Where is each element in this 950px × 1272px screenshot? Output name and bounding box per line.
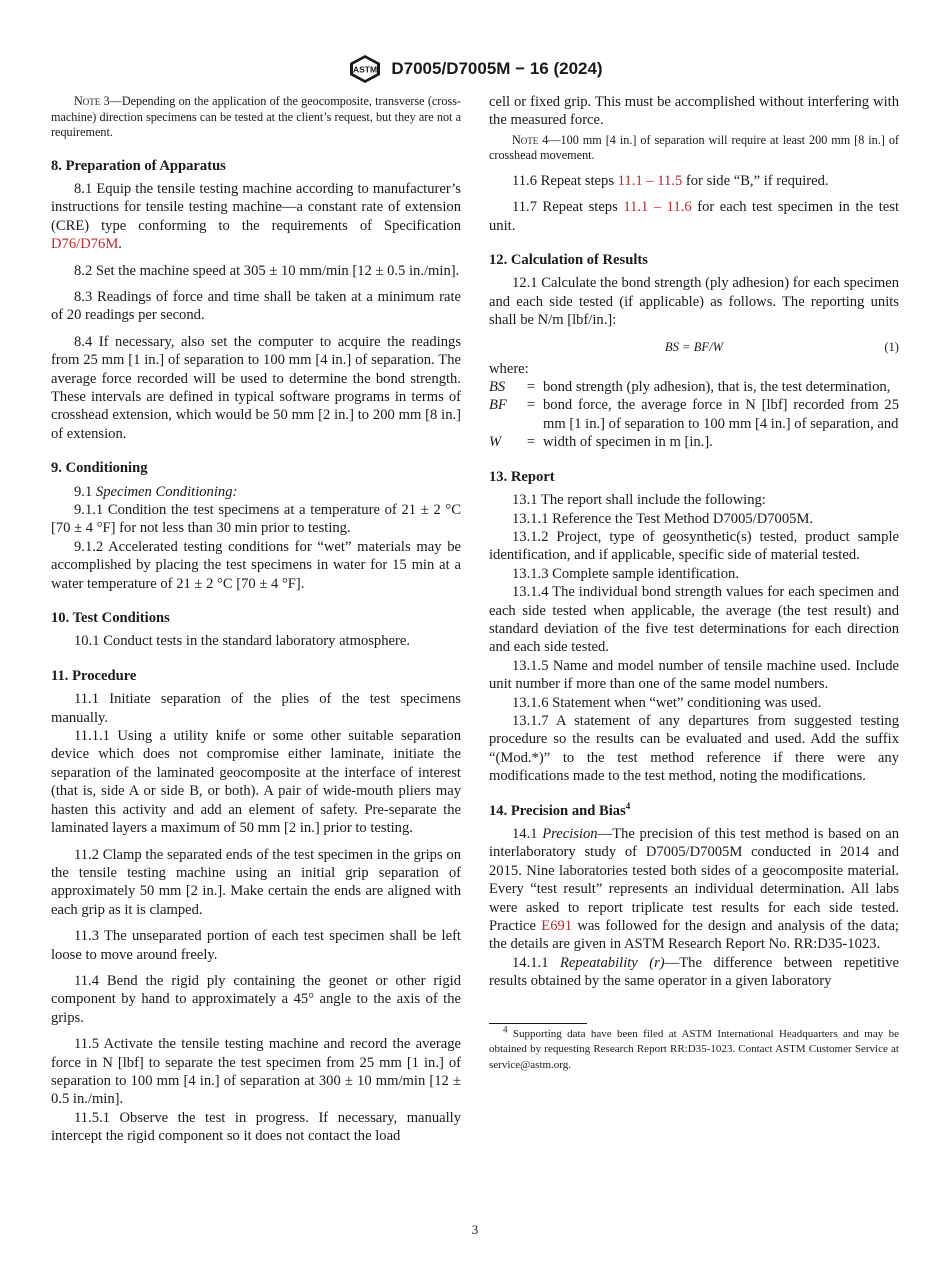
para-13-1-7: 13.1.7 A statement of any departures from suggested testing procedure so the results can be evaluated and used. Add the suffix “(Mod.*)” to the test method reference if there were any modifications made to the test method, noting the modifications.: [489, 712, 899, 785]
para-10-1: 10.1 Conduct tests in the standard laboratory atmosphere.: [74, 633, 410, 650]
para-8-2: 8.2 Set the machine speed at 305 ± 10 mm/min [12 ± 0.5 in./min].: [74, 262, 460, 279]
para-11-6: 11.6 Repeat steps 11.1 – 11.5 for side “B,” if required.: [512, 172, 829, 189]
link-11-1-to-11-6[interactable]: 11.1 – 11.6: [623, 199, 692, 216]
link-e691[interactable]: E691: [541, 918, 573, 935]
para-11-5: 11.5 Activate the tensile testing machine and record the average force in N [lbf] to separate the test specimen from 25 mm [1 in.] of separation to 100 mm [4 in.] of separation at 300 ± 10 mm/min [12 ± 0.5 in./min].: [51, 1036, 461, 1108]
section-13-heading: 13. Report: [489, 468, 555, 485]
para-9-1-2: 9.1.2 Accelerated testing conditions for “wet” materials may be accomplished by placing the test specimens in water for 15 min at a water temperature of 21 ± 2 °C [70 ± 4 °F].: [51, 538, 461, 592]
para-11-4: 11.4 Bend the rigid ply containing the geonet or other rigid component by hand to approximately a 45° angle to the axis of the grips.: [51, 972, 461, 1026]
para-14-1: 14.1 Precision—The precision of this test method is based on an interlaboratory study of D7005/D7005M conducted in 2014 and 2015. Nine laboratories tested both sides of a geocomposite material. Every “test result” represents an individual determination. All labs were asked to report triplicate test results for each side tested. Practice E691 was followed for the design and analysis of the data; the details are given in ASTM Research Report No. RR:D35-1023.: [489, 826, 900, 953]
footnote-4: $^4$ Supporting data have been filed at ASTM International Headquarters and may be obtained by requesting Research Report RR:D35-1023. Contact ASTM Customer Service at service@astm.org.: [489, 1024, 899, 1071]
para-13-1: 13.1 The report shall include the following:: [512, 492, 766, 509]
equation-formula: BS = BF/W: [664, 339, 724, 354]
right-column: [489, 93, 899, 1073]
definition-row: BF = bond force, the average force in N [lbf] recorded from 25 mm [1 in.] of separation to 100 mm [4 in.] of separation, and: [489, 397, 899, 432]
astm-logo-icon: [347, 54, 383, 84]
para-11-2: 11.2 Clamp the separated ends of the test specimen in the grips on the tensile testing machine using an initial grip separation of approximately 50 mm [2 in.]. Make certain the ends are aligned with each grip as it is clamped.: [51, 846, 461, 918]
para-11-1-1: 11.1.1 Using a utility knife or some other suitable separation device which does not compromise either laminate, initiate the separation of the laminated geocomposite at the interface of interest (that is, side A or side B, or both). A pair of wide-mouth pliers may hasten this activity and add an element of safety. Pre-separate the laminated layers a maximum of 50 mm [2 in.] prior to testing.: [51, 728, 461, 837]
section-12-heading: 12. Calculation of Results: [489, 252, 648, 269]
para-11-7: 11.7 Repeat steps 11.1 – 11.6 for each test specimen in the test unit.: [489, 199, 900, 234]
para-11-5-1-continued: cell or fixed grip. This must be accomplished without interfering with the measured force.: [489, 94, 899, 129]
para-13-1-1: 13.1.1 Reference the Test Method D7005/D7005M.: [512, 510, 814, 527]
section-8-heading: 8. Preparation of Apparatus: [51, 157, 226, 174]
para-11-3: 11.3 The unseparated portion of each test specimen shall be left loose to move around freely.: [51, 928, 461, 963]
para-11-1: 11.1 Initiate separation of the plies of the test specimens manually.: [51, 691, 461, 726]
para-9-1-1: 9.1.1 Condition the test specimens at a temperature of 21 ± 2 °C [70 ± 4 °F] for not less than 30 min prior to testing.: [51, 502, 461, 537]
para-9-1: 9.1 Specimen Conditioning:: [74, 483, 238, 500]
where-label: where:: [489, 360, 529, 377]
footnote-ref[interactable]: 4: [625, 800, 631, 811]
logo-text: ASTM: [353, 64, 378, 75]
page-header: [0, 54, 950, 84]
link-d76[interactable]: D76/D76M: [51, 236, 119, 253]
note-3: Note 3—Depending on the application of the geocomposite, transverse (cross-machine) direction specimens can be tested at the client’s request, but they are not a requirement.: [51, 94, 461, 139]
section-10-heading: 10. Test Conditions: [51, 610, 170, 627]
definition-row: W = width of specimen in m [in.].: [489, 434, 713, 451]
page-number: 3: [471, 1222, 479, 1237]
document-designation: D7005/D7005M − 16 (2024): [391, 59, 603, 78]
para-13-1-6: 13.1.6 Statement when “wet” conditioning was used.: [512, 694, 822, 711]
section-14-heading: 14. Precision and Bias$^4$: [489, 800, 631, 819]
para-8-4: 8.4 If necessary, also set the computer to acquire the readings from 25 mm [1 in.] of separation to 100 mm [4 in.] of separation. The average force recorded will be used to determine the bond strength. These intervals are defined in typical software programs in terms of crosshead extension, which would be 50 mm [2 in.] to 200 mm [8 in.] of extension.: [51, 333, 461, 442]
section-9-heading: 9. Conditioning: [51, 460, 148, 477]
para-8-3: 8.3 Readings of force and time shall be taken at a minimum rate of 20 readings per second.: [51, 288, 461, 324]
para-14-1-1: 14.1.1 Repeatability (r)—The difference between repetitive results obtained by the same operator in a given laboratory: [489, 954, 900, 990]
definition-row: BS = bond strength (ply adhesion), that is, the test determination,: [489, 379, 891, 396]
para-13-1-2: 13.1.2 Project, type of geosynthetic(s) tested, product sample identification, and if applicable, specific side of material tested.: [489, 528, 899, 564]
left-column: [51, 94, 461, 1146]
para-13-1-4: 13.1.4 The individual bond strength values for each specimen and each side tested when applicable, the average (the test result) and standard deviation of the five test determinations for each direction and each side tested.: [489, 584, 899, 656]
variable-definitions: [489, 378, 899, 452]
para-11-5-1: 11.5.1 Observe the test in progress. If necessary, manually intercept the rigid component so it does not contact the load: [51, 1109, 461, 1145]
section-11-heading: 11. Procedure: [51, 667, 137, 684]
para-8-1: 8.1 Equip the tensile testing machine according to manufacturer’s instructions for tensile testing machine—a constant rate of extension (CRE) type conforming to the requirements of Specification D76/D76M.: [51, 180, 461, 253]
equation-1: [489, 338, 899, 360]
para-13-1-3: 13.1.3 Complete sample identification.: [512, 565, 739, 582]
para-13-1-5: 13.1.5 Name and model number of tensile machine used. Include unit number if more than one of the same model numbers.: [489, 657, 899, 693]
equation-number: (1): [884, 339, 899, 354]
link-11-1-to-11-5[interactable]: 11.1 – 11.5: [617, 172, 683, 189]
note-4: Note 4—100 mm [4 in.] of separation will require at least 200 mm [8 in.] of crosshead movement.: [489, 132, 899, 163]
para-12-1: 12.1 Calculate the bond strength (ply adhesion) for each specimen and each side tested (if applicable) as follows. The reporting units shall be N/m [lbf/in.]:: [489, 275, 899, 329]
